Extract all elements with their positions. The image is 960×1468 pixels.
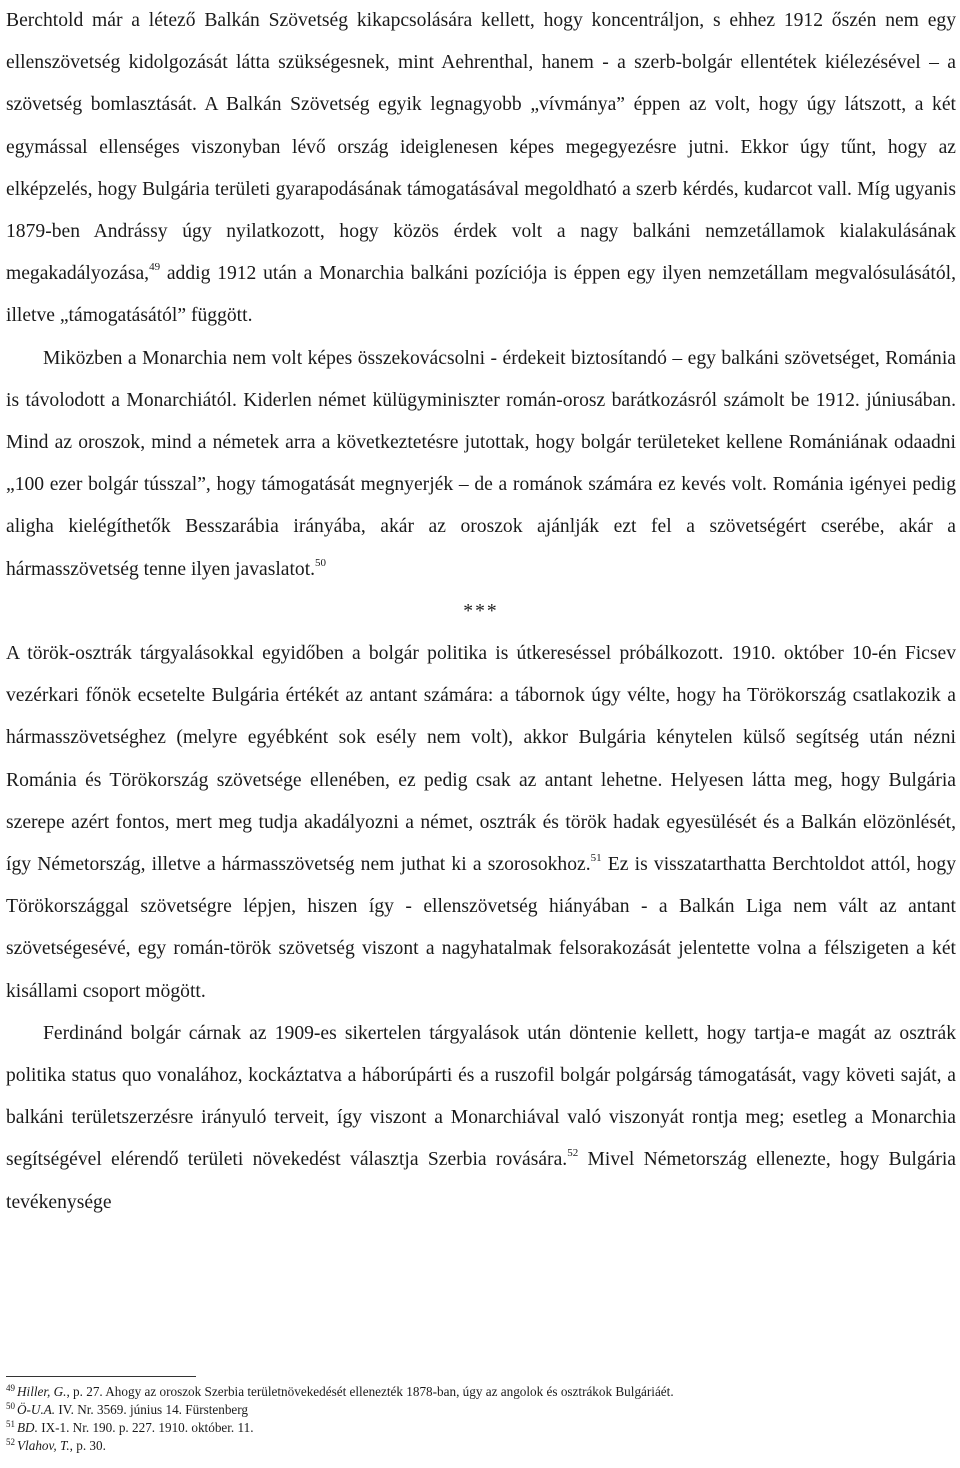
footnotes	[6, 1383, 956, 1455]
footnote-ref-49[interactable]: 49	[149, 261, 161, 274]
footnote-50: $^{50}$ Ö-U.A. IV. Nr. 3569. június 14. Fürstenberg	[6, 1401, 249, 1417]
paragraph-4: Ferdinánd bolgár cárnak az 1909-es sikertelen tárgyalások után döntenie kellett, hogy tartja-e magát az osztrák politika status quo vonalához, kockáztatva a háborúpárti és a ruszofil bolgár polgárság támogatását, vagy követi saját, a balkáni területszerzésre irányuló terveit, így viszont a Monarchiával való viszonyát rontja meg; esetleg a Monarchia segítségével elérendő területi növekedést választja Szerbia rovására.$^{52}$ Mivel Németország ellenezte, hogy Bulgária tevékenysége	[6, 1022, 957, 1213]
body-text	[6, 0, 956, 1224]
footnote-divider	[6, 1376, 196, 1377]
footnote-ref-50[interactable]: 50	[315, 556, 327, 569]
footnote-49: $^{49}$ Hiller, G., p. 27. Ahogy az oroszok Szerbia területnövekedését ellenezték 1878-ban, úgy az angolok és osztrákok Bulgáriáét.	[6, 1383, 674, 1399]
paragraph-2: Miközben a Monarchia nem volt képes összekovácsolni - érdekeit biztosítandó – egy balkáni szövetséget, Románia is távolodott a Monarchiától. Kiderlen német külügyminiszter román-orosz barátkozásról számolt be 1912. júniusában. Mind az oroszok, mind a németek arra a következtetésre jutottak, hogy bolgár területeket kellene Romániának odaadni „100 ezer bolgár tússzal”, hogy támogatását megnyerjék – de a románok számára ez kevés volt. Románia igényei pedig aligha kielégíthetők Besszarábia irányába, akár az oroszok ajánlják ezt fel a szövetségért cserébe, akár a hármasszövetség tenne ilyen javaslatot.$^{50}$	[6, 347, 956, 580]
footnote-ref-52[interactable]: 52	[567, 1147, 579, 1160]
footnote-51: $^{51}$ BD. IX-1. Nr. 190. p. 227. 1910. október. 11.	[6, 1419, 254, 1435]
footnote-ref-51[interactable]: 51	[590, 852, 602, 865]
paragraph-1: Berchtold már a létező Balkán Szövetség kikapcsolására kellett, hogy koncentráljon, s ehhez 1912 őszén nem egy ellenszövetség kidolgozását látta szükségesnek, mint Aehrenthal, hanem - a szerb-bolgár ellentétek kiélezésével – a szövetség bomlasztását. A Balkán Szövetség egyik legnagyobb „vívmánya” éppen az volt, hogy úgy látszott, a két egymással ellenséges viszonyban lévő ország ideiglenesen képes megegyezésre jutni. Ekkor úgy tűnt, hogy az elképzelés, hogy Bulgária területi gyarapodásának támogatásával megoldható a szerb kérdés, kudarcot vall. Míg ugyanis 1879-ben Andrássy úgy nyilatkozott, hogy közös érdek volt a nagy balkáni nemzetállamok kialakulásának megakadályozása,$^{49}$ addig 1912 után a Monarchia balkáni pozíciója is éppen egy ilyen nemzetállam megvalósulásától, illetve „támogatásától” függött.	[6, 10, 956, 327]
footnote-52: $^{52}$ Vlahov, T., p. 30.	[6, 1437, 106, 1453]
section-separator: ***	[463, 600, 499, 622]
paragraph-3: A török-osztrák tárgyalásokkal egyidőben a bolgár politika is útkereséssel próbálkozott. 1910. október 10-én Ficsev vezérkari főnök ecsetelte Bulgária értékét az antant számára: a tábornok úgy vélte, hogy ha Törökország csatlakozik a hármasszövetséghez (melyre egyébként sok esély nem volt), akkor Bulgária kénytelen külső segítség után nézni Románia és Törökország szövetsége ellenében, ez pedig csak az antant lehetne. Helyesen látta meg, hogy Bulgária szerepe azért fontos, mert meg tudja akadályozni a német, osztrák és török hadak egyesülését és a Balkán elözönlését, így Németország, illetve a hármasszövetség nem juthat ki a szorosokhoz.$^{51}$ Ez is visszatarthatta Berchtoldot attól, hogy Törökországgal szövetségre lépjen, hiszen így - ellenszövetség hiányában - a Balkán Liga nem vált az antant szövetségesévé, egy román-török szövetség viszont a nagyhatalmak felsorakozását jelentette volna a félszigeten a két kisállami csoport mögött.	[6, 643, 956, 1002]
